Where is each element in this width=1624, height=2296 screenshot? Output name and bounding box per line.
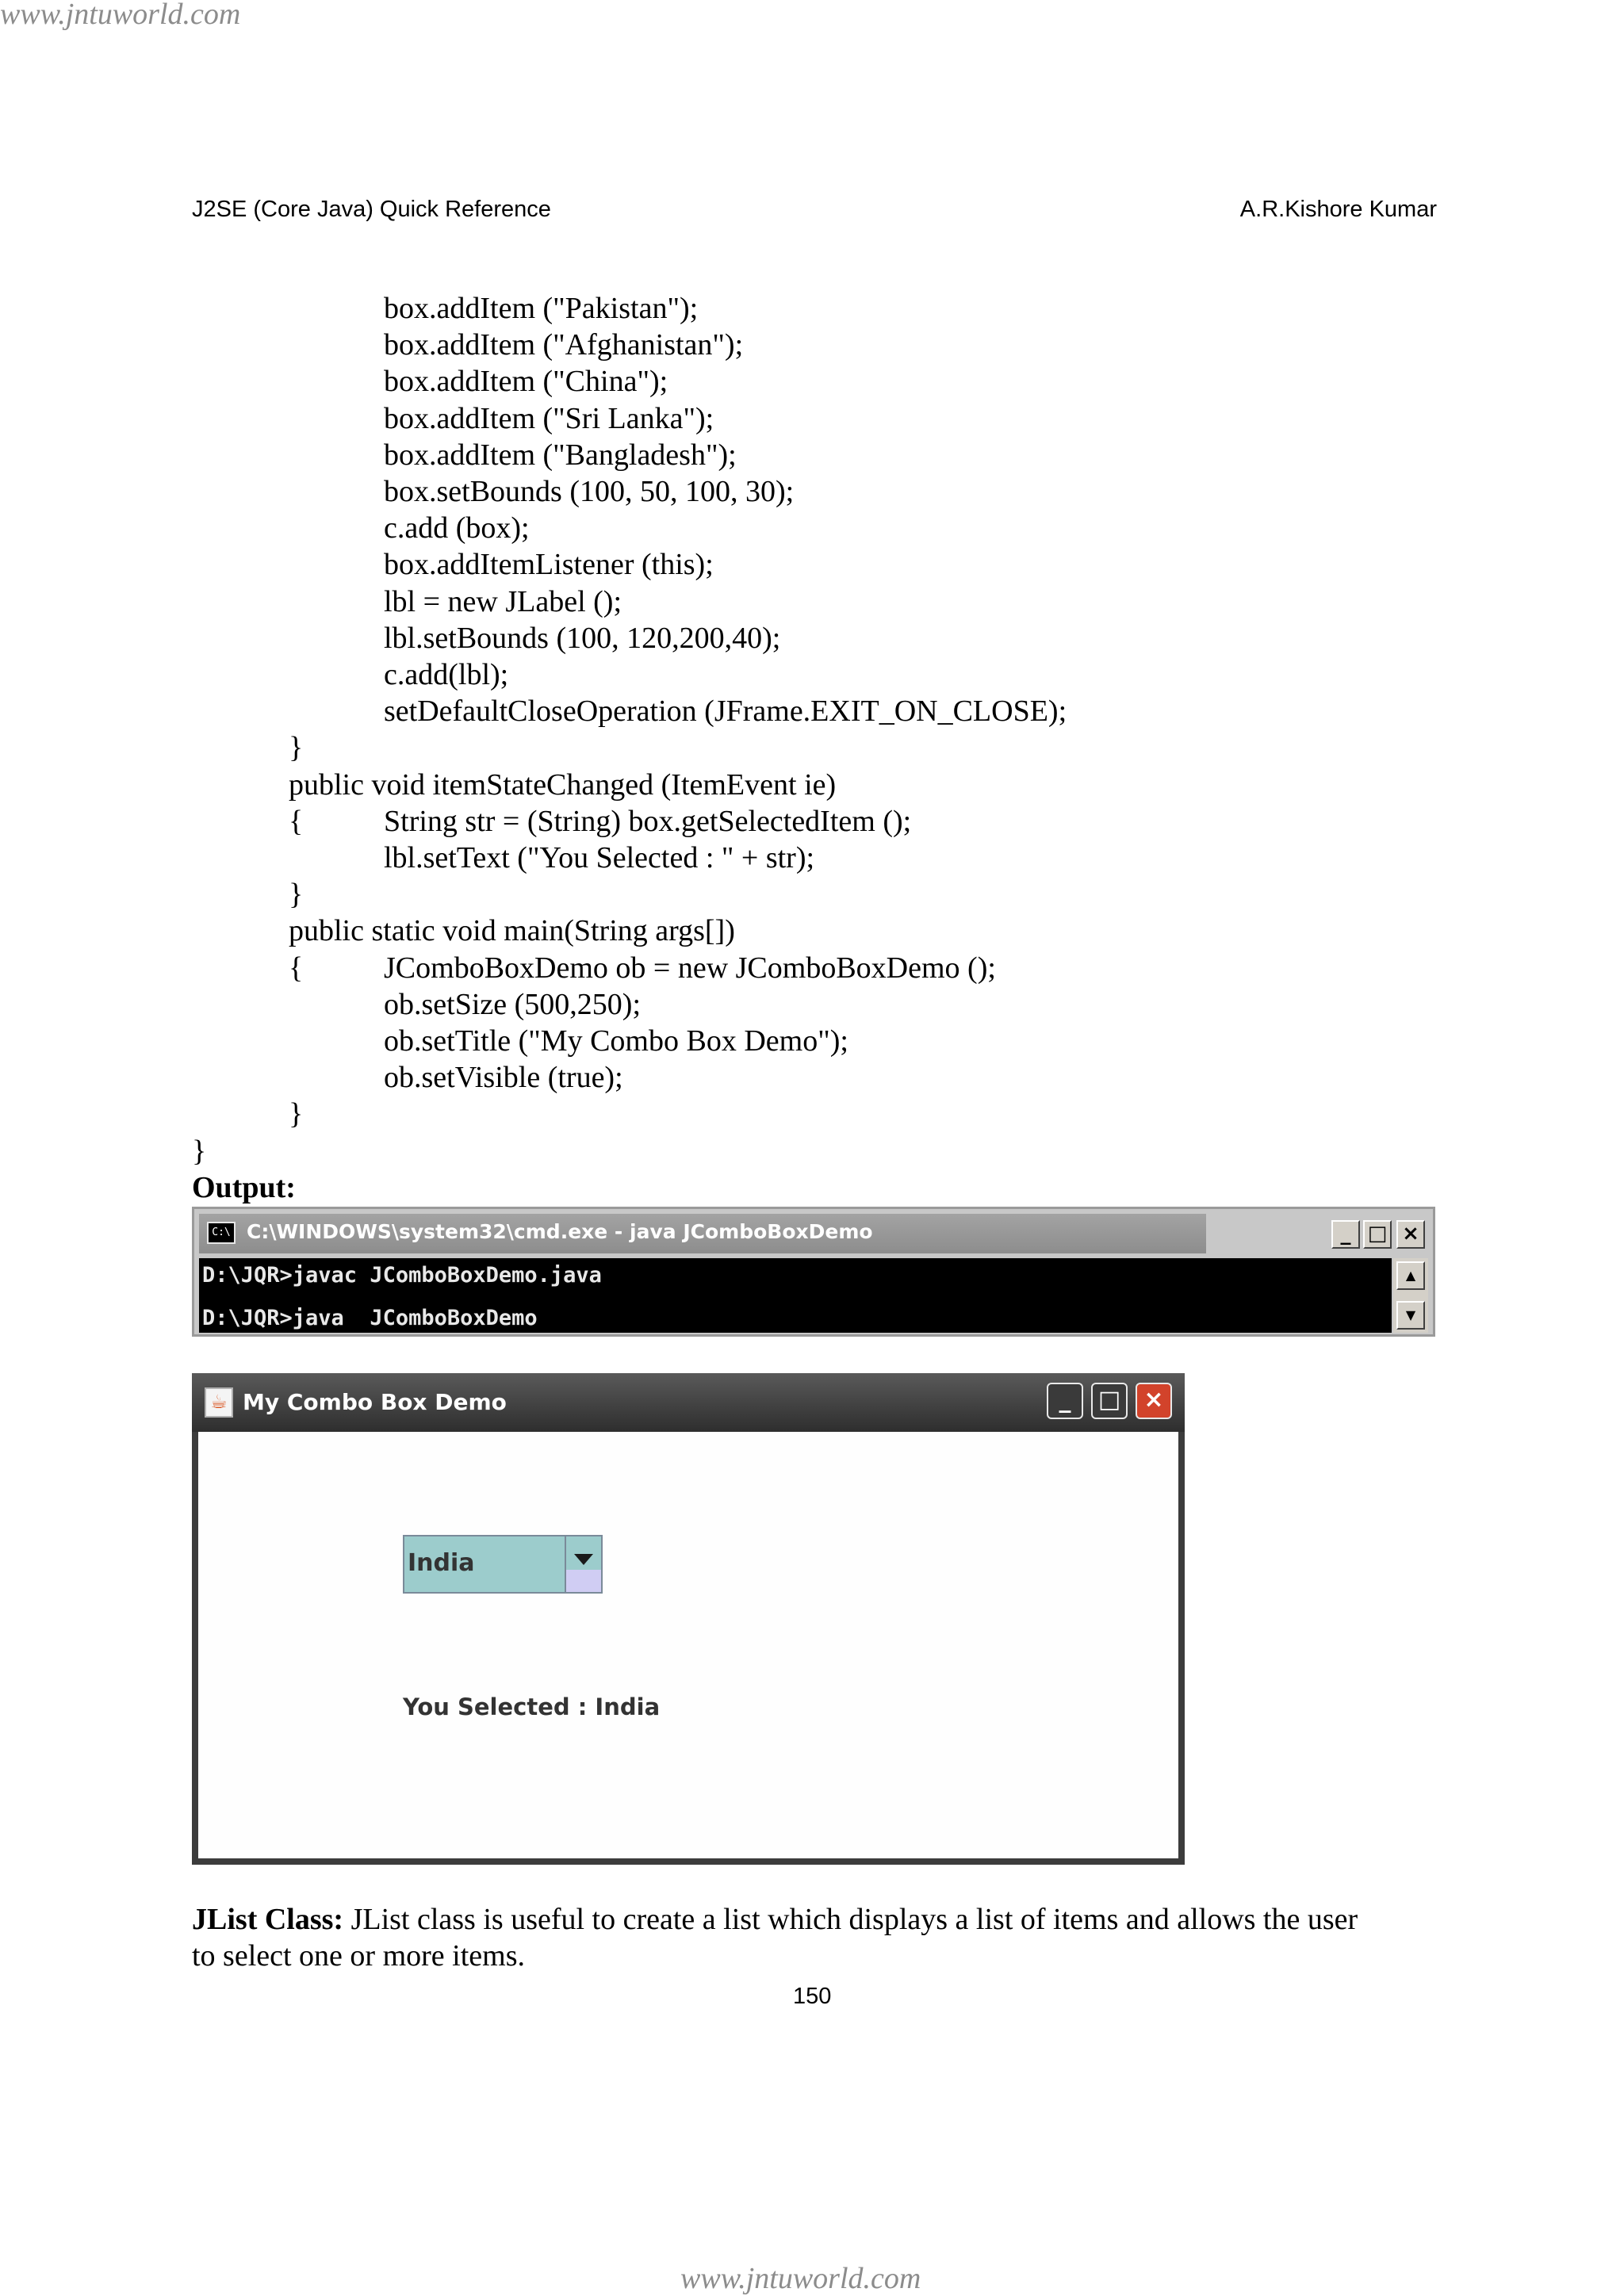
code-line: ob.setVisible (true); [384, 1061, 623, 1095]
cmd-titlebar[interactable] [199, 1214, 1206, 1253]
demo-titlebar[interactable] [192, 1373, 1185, 1432]
code-line: String str = (String) box.getSelectedItem (); [384, 804, 912, 838]
code-line: public static void main(String args[]) [289, 914, 735, 948]
code-line: box.addItem ("China"); [384, 365, 668, 399]
jlist-term: JList Class: [192, 1903, 344, 1936]
cmd-scrollbar[interactable] [1393, 1258, 1428, 1333]
code-line: c.add (box); [384, 511, 530, 545]
cmd-icon: C:\ [207, 1222, 236, 1244]
code-line: lbl.setText ("You Selected : " + str); [384, 841, 815, 874]
cmd-console[interactable] [199, 1258, 1392, 1333]
code-line: } [289, 878, 304, 912]
demo-content-pane [198, 1432, 1178, 1858]
demo-minimize-button[interactable]: _ [1047, 1383, 1083, 1419]
code-line: box.setBounds (100, 50, 100, 30); [384, 475, 795, 508]
code-brace: { [289, 804, 304, 838]
jlist-paragraph [192, 1901, 1445, 1974]
code-line: ob.setTitle ("My Combo Box Demo"); [384, 1024, 848, 1058]
header-author: A.R.Kishore Kumar [1239, 197, 1437, 222]
code-line: JComboBoxDemo ob = new JComboBoxDemo (); [384, 951, 996, 985]
code-line: } [289, 1097, 304, 1131]
code-line: lbl = new JLabel (); [384, 584, 622, 618]
code-line: ob.setSize (500,250); [384, 987, 642, 1021]
demo-title: My Combo Box Demo [243, 1389, 507, 1415]
cmd-window [192, 1207, 1435, 1337]
cmd-close-button[interactable]: × [1396, 1220, 1425, 1249]
cmd-line-1: D:\JQR>javac JComboBoxDemo.java [202, 1263, 602, 1288]
cmd-maximize-button[interactable]: □ [1363, 1220, 1392, 1249]
code-line: box.addItem ("Bangladesh"); [384, 438, 737, 472]
cmd-minimize-button[interactable]: _ [1331, 1220, 1360, 1249]
watermark-top: www.jntuworld.com [0, 0, 241, 31]
output-label: Output: [192, 1171, 296, 1204]
watermark-bottom: www.jntuworld.com [680, 2262, 921, 2295]
jlist-desc-line2: to select one or more items. [192, 1939, 525, 1973]
chevron-down-icon [574, 1554, 593, 1565]
code-line: setDefaultCloseOperation (JFrame.EXIT_ON_CLOSE); [384, 695, 1067, 729]
code-line: box.addItem ("Sri Lanka"); [384, 401, 714, 435]
cmd-title: C:\WINDOWS\system32\cmd.exe - java JComboBoxDemo [247, 1220, 873, 1243]
header-title: J2SE (Core Java) Quick Reference [192, 197, 551, 222]
code-line: } [192, 1134, 207, 1168]
combo-dropdown-button[interactable] [565, 1536, 601, 1592]
scroll-up-icon[interactable]: ▲ [1396, 1261, 1425, 1290]
code-line: public void itemStateChanged (ItemEvent ie) [289, 767, 837, 802]
code-line: c.add(lbl); [384, 658, 509, 691]
java-icon: ☕ [205, 1387, 233, 1418]
code-line: box.addItem ("Afghanistan"); [384, 328, 744, 362]
demo-close-button[interactable]: × [1136, 1383, 1172, 1419]
demo-window [192, 1373, 1185, 1865]
code-line: lbl.setBounds (100, 120,200,40); [384, 621, 781, 655]
jlist-desc-line1: JList class is useful to create a list which displays a list of items and allows the user [343, 1903, 1358, 1936]
country-combo-box[interactable] [403, 1535, 603, 1594]
combo-selected-value: India [408, 1549, 475, 1577]
cmd-line-2: D:\JQR>java JComboBoxDemo [202, 1306, 538, 1330]
code-line: } [289, 731, 304, 765]
scroll-down-icon[interactable]: ▼ [1396, 1301, 1425, 1330]
demo-maximize-button[interactable]: □ [1091, 1383, 1128, 1419]
code-brace: { [289, 951, 304, 985]
code-line: box.addItemListener (this); [384, 548, 714, 582]
code-line: box.addItem ("Pakistan"); [384, 292, 699, 325]
page-number: 150 [793, 1984, 832, 2009]
selected-label: You Selected : India [403, 1693, 661, 1720]
